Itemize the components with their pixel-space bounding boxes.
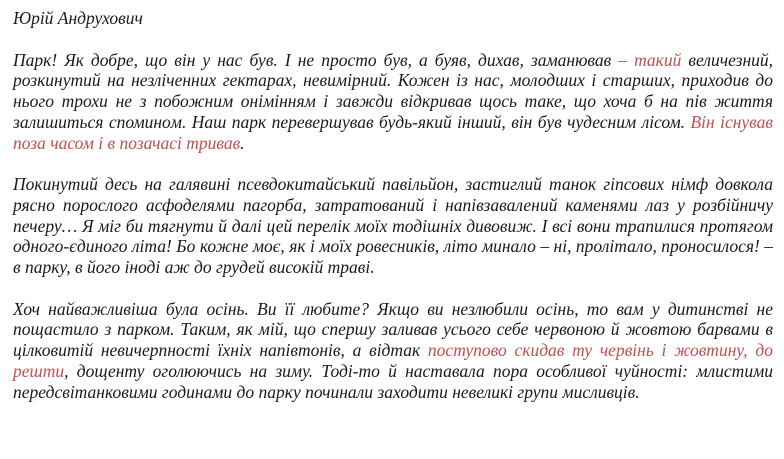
paragraph-2 (13, 174, 773, 278)
paragraph-3-text-1: Хоч найважливіша була осінь. Ви її любите? Якщо ви незлюбили осінь, то вам у дитинстві не пощастило з парком. Таким, як мій, що спершу заливав усього себе червоною й жовтою барвами в цілковитій невичерпності їхніх напівтонів, а відтак (13, 298, 773, 361)
paragraph-1 (13, 50, 773, 154)
paragraph-3 (13, 299, 773, 403)
author-name: Юрій Андрухович (13, 8, 143, 28)
paragraph-1-text-3: . (240, 132, 245, 153)
paragraph-1-highlight-2: Він існував поза часом і в позачасі тривав (13, 111, 774, 153)
paragraph-3-text-2: , дощенту оголюючись на зиму. Тоді-то й наставала пора особливої чуйності: млистими передсвітанковими годинами до парку починали заходити невеликі групи мисливців. (13, 360, 773, 402)
document-page (13, 8, 773, 402)
paragraph-1-highlight-1: – такий (618, 49, 682, 70)
paragraph-1-text-2: величезний, розкинутий на незліченних гектарах, невимірний. Кожен із нас, молодших і старших, приходив до нього трохи не з побожним онімінням і завжди відкривав щось таке, що хоча б на пів життя залишиться споминoм. Наш парк перевершував будь-який інший, він був чудесним лісом. (13, 49, 773, 132)
paragraph-3-highlight-1: поступово скидав ту червінь і жовтину, до решти (13, 340, 773, 381)
paragraph-1-text-1: Парк! Як добре, що він у нас був. І не просто був, а буяв, дихав, заманював (13, 49, 619, 70)
paragraph-2-text-1: Покинутий десь на галявині псевдокитайський павільйон, застиглий танок гіпсових німф довкола рясно порослого асфоделями пагорба, затратований і напівзавалений каменями лаз у розбійничу печеру… Я міг би тягнути й далі цей перелік моїх тодішніх дивовиж. І всі вони трапилися протягом одного-єдиного літа! Бо кожне моє, як і моїх ровесників, літо минало – ні, пролітало, проносилося! – в парку, в його іноді аж до грудей високій траві. (13, 174, 773, 278)
